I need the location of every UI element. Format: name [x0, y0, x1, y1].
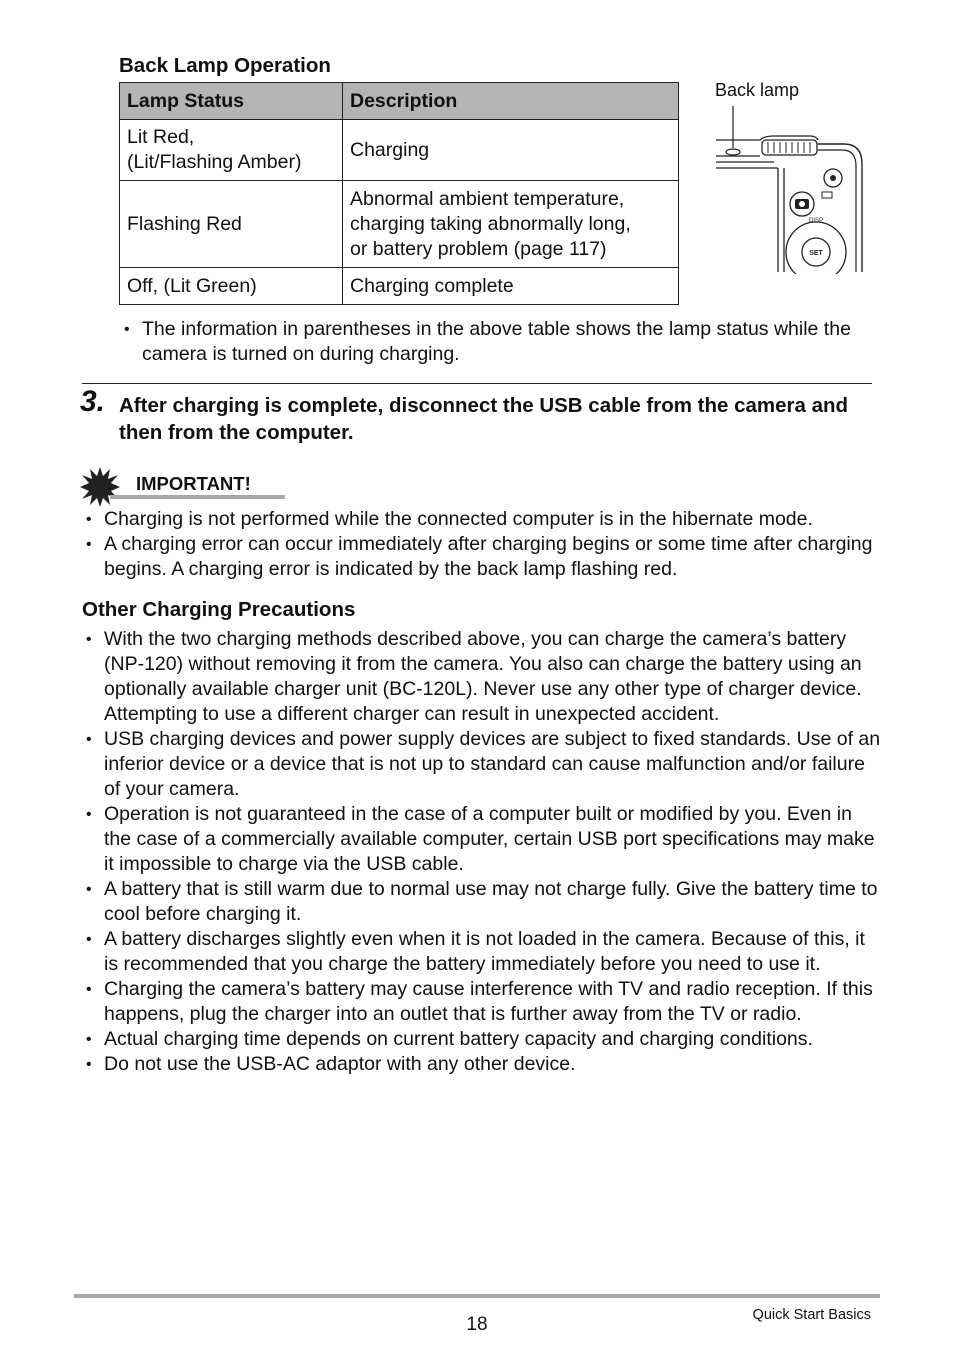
important-list: [82, 507, 882, 582]
set-label: SET: [809, 250, 823, 257]
disp-label: DISP: [808, 218, 824, 224]
list-item: • USB charging devices and power supply devices are subject to fixed standards. Use of an inferior device or a device that is not up to standard can cause malfunction and/or failure of your camera.: [82, 727, 882, 802]
important-underline: [110, 495, 285, 499]
table-row: [120, 181, 679, 268]
list-item: • With the two charging methods described above, you can charge the camera’s battery (NP-120) without removing it from the camera. You also can charge the battery using an optionally available charger unit (BC-120L). Never use any other type of charger device. Attempting to use a different charger can result in unexpected accident.: [82, 627, 882, 727]
list-item: • A battery discharges slightly even when it is not loaded in the camera. Because of this, it is recommended that you charge the battery immediately before you need to use it.: [82, 927, 882, 977]
list-item: • Operation is not guaranteed in the case of a computer built or modified by you. Even in the case of a commercially available computer, certain USB port specifications may make it impossible to charge via the USB cable.: [82, 802, 882, 877]
list-item: • Actual charging time depends on current battery capacity and charging conditions.: [82, 1027, 882, 1052]
important-label: IMPORTANT!: [136, 473, 251, 494]
cell-lamp-status: Lit Red, (Lit/Flashing Amber): [120, 120, 343, 181]
list-item: • A battery that is still warm due to normal use may not charge fully. Give the battery time to cool before charging it.: [82, 877, 882, 927]
list-item: • The information in parentheses in the above table shows the lamp status while the camera is turned on during charging.: [120, 317, 880, 367]
precautions-heading: Other Charging Precautions: [82, 598, 356, 621]
col-header-description: Description: [343, 83, 679, 120]
table-note-list: [120, 317, 880, 367]
footer-section-title: Quick Start Basics: [752, 1307, 871, 1323]
cell-description: Charging: [343, 120, 679, 181]
cell-lamp-status: Flashing Red: [120, 181, 343, 268]
camera-back-diagram: [712, 104, 867, 274]
back-lamp-heading: Back Lamp Operation: [119, 54, 331, 77]
list-item: • A charging error can occur immediately after charging begins or some time after charging begins. A charging error is indicated by the back lamp flashing red.: [82, 532, 882, 582]
list-item: • Do not use the USB-AC adaptor with any other device.: [82, 1052, 882, 1077]
list-item: • Charging is not performed while the connected computer is in the hibernate mode.: [82, 507, 882, 532]
lamp-status-table: [119, 82, 679, 305]
page-number: 18: [466, 1314, 488, 1335]
cell-lamp-status: Off, (Lit Green): [120, 268, 343, 305]
precautions-list: [82, 627, 882, 1077]
table-row: [120, 120, 679, 181]
step-text: After charging is complete, disconnect the USB cable from the camera and then from the computer.: [119, 394, 849, 444]
list-item: • Charging the camera’s battery may cause interference with TV and radio reception. If this happens, plug the charger into an outlet that is further away from the TV or radio.: [82, 977, 882, 1027]
starburst-icon: [80, 467, 120, 507]
step-number: 3.: [80, 385, 106, 418]
table-row: [120, 268, 679, 305]
table-header-row: [120, 83, 679, 120]
cell-description: Abnormal ambient temperature, charging taking abnormally long, or battery problem (page 117): [343, 181, 679, 268]
section-divider: [82, 383, 872, 384]
cell-description: Charging complete: [343, 268, 679, 305]
footer-rule: [74, 1294, 880, 1298]
back-lamp-label: Back lamp: [715, 80, 800, 100]
col-header-lamp-status: Lamp Status: [120, 83, 343, 120]
